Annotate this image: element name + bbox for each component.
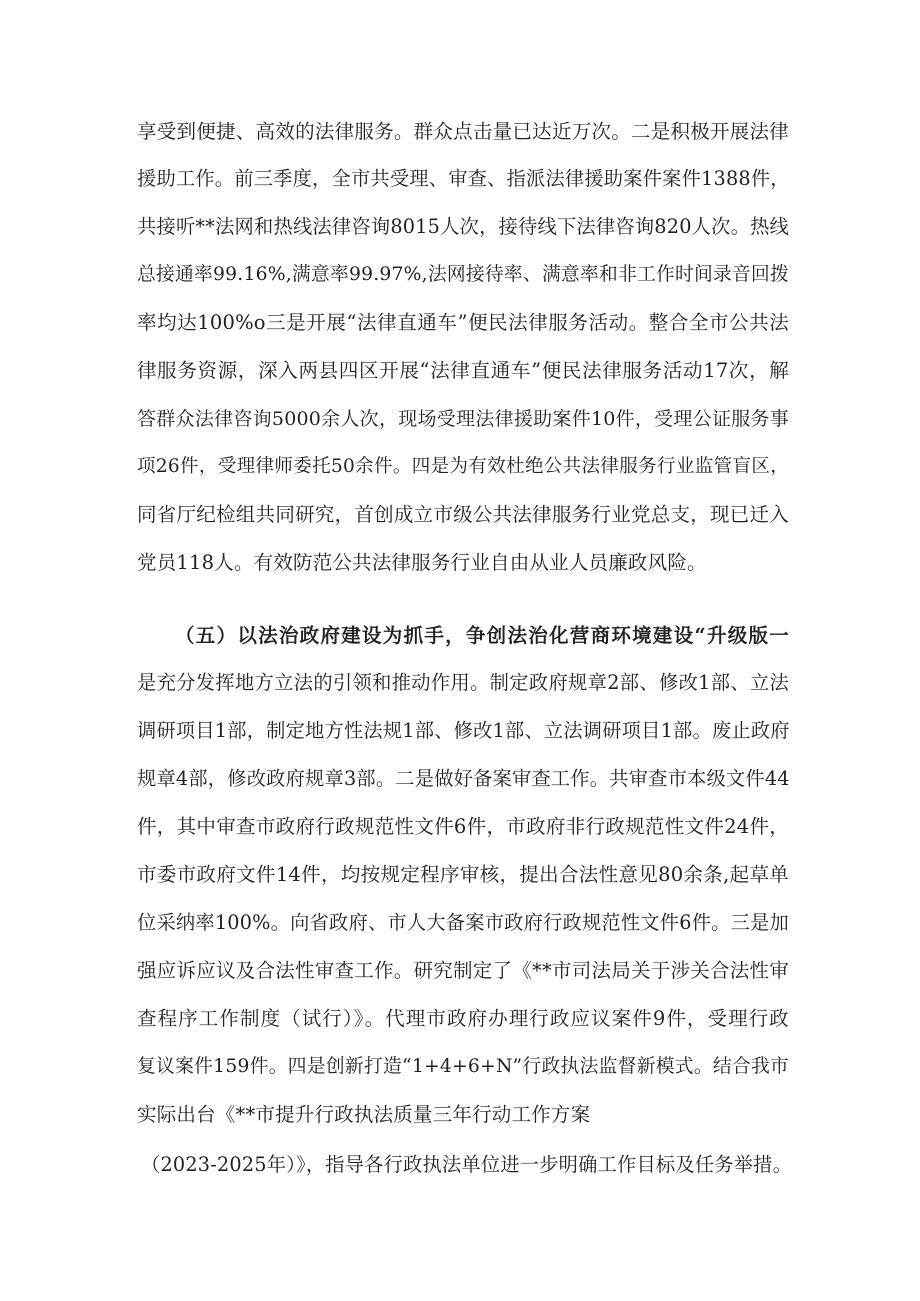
p2-tail-line: （2023-2025年）》，指导各行政执法单位进一步明确工作目标及任务举措。 bbox=[141, 1153, 793, 1176]
p2-line-10: 实际出台《**市提升行政执法质量三年行动工作方案 bbox=[137, 1103, 591, 1126]
p1-line-3: 共接听**法网和热线法律咨询8015人次，接待线下法律咨询820人次。热线 bbox=[137, 215, 789, 238]
p2-line-2: 调研项目1部，制定地方性法规1部、修改1部、立法调研项目1部。废止政府 bbox=[137, 719, 790, 742]
p2-line-3: 规章4部，修改政府规章3部。二是做好备案审查工作。共审查市本级文件44 bbox=[137, 767, 790, 790]
p2-line-8: 查程序工作制度（试行）》。代理市政府办理行政应议案件9件，受理行政 bbox=[137, 1007, 789, 1030]
p2-line-9: 复议案件159件。四是创新打造“1+4+6+N”行政执法监督新模式。结合我市 bbox=[137, 1056, 789, 1077]
p1-line-8: 项26件，受理律师委托50余件。四是为有效杜绝公共法律服务行业监管盲区， bbox=[137, 456, 789, 477]
p1-line-6: 律服务资源，深入两县四区开展“法律直通车”便民法律服务活动17次，解 bbox=[137, 359, 789, 382]
p1-line-9: 同省厅纪检组共同研究，首创成立市级公共法律服务行业党总支，现已迁入 bbox=[137, 503, 789, 526]
p2-line-1: 是充分发挥地方立法的引领和推动作用。制定政府规章2部、修改1部、立法 bbox=[137, 671, 789, 694]
p1-line-10: 党员118人。有效防范公共法律服务行业自由从业人员廉政风险。 bbox=[137, 551, 707, 574]
p1-line-2: 援助工作。前三季度，全市共受理、审查、指派法律援助案件案件1388件， bbox=[137, 167, 790, 190]
section-heading: （五）以法治政府建设为抓手，争创法治化营商环境建设“升级版一 bbox=[175, 624, 789, 647]
p2-line-7: 强应诉应议及合法性审查工作。研究制定了《**市司法局关于涉关合法性审 bbox=[137, 959, 789, 982]
p2-line-5: 市委市政府文件14件，均按规定程序审核，提出合法性意见80余条,起草单 bbox=[137, 863, 789, 886]
p2-line-4: 件，其中审查市政府行政规范性文件6件，市政府非行政规范性文件24件， bbox=[137, 815, 789, 838]
p1-line-5: 率均达100%o三是开展“法律直通车”便民法律服务活动。整合全市公共法 bbox=[137, 311, 789, 334]
p1-line-1: 享受到便捷、高效的法律服务。群众点击量已达近万次。二是积极开展法律 bbox=[137, 120, 789, 143]
p2-line-6: 位采纳率100%。向省政府、市人大备案市政府行政规范性文件6件。三是加 bbox=[137, 911, 789, 934]
p1-line-7: 答群众法律咨询5000余人次，现场受理法律援助案件10件，受理公证服务事 bbox=[137, 408, 789, 430]
p1-line-4: 总接通率99.16%,满意率99.97%,法网接待率、满意率和非工作时间录音回拨 bbox=[137, 264, 789, 285]
